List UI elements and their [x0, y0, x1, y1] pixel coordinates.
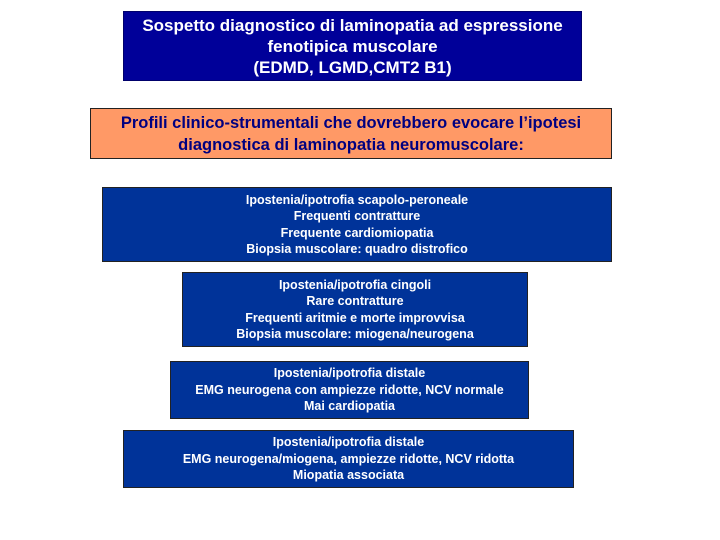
profile-box-scapuloperoneal: [102, 187, 612, 262]
title-line: fenotipica muscolare: [267, 36, 438, 56]
title-line: (EDMD, LGMD,CMT2 B1): [253, 57, 452, 77]
profile-line: EMG neurogena con ampiezze ridotte, NCV normale: [195, 382, 504, 397]
profile-line: Frequenti contratture: [293, 209, 421, 223]
profile-line: Miopatia associata: [292, 468, 405, 483]
profile-line: EMG neurogena/miogena, ampiezze ridotte, NCV ridotta: [182, 451, 515, 466]
profile-line: Biopsia muscolare: quadro distrofico: [246, 242, 468, 256]
title-box: [123, 11, 582, 81]
profile-line: Ipostenia/ipotrofia cingoli: [278, 277, 432, 292]
profile-line: Ipostenia/ipotrofia distale: [272, 435, 425, 450]
profile-line: Rare contratture: [306, 294, 404, 308]
profile-line: Ipostenia/ipotrofia scapolo-peroneale: [245, 192, 469, 207]
title-line: Sospetto diagnostico di laminopatia ad espressione: [142, 15, 563, 35]
profile-line: Ipostenia/ipotrofia distale: [273, 366, 426, 381]
subtitle-line: Profili clinico-strumentali che dovrebbero evocare l’ipotesi: [120, 113, 582, 132]
profile-line: Frequenti aritmie e morte improvvisa: [245, 310, 465, 325]
profile-line: Biopsia muscolare: miogena/neurogena: [236, 327, 474, 341]
profile-line: Mai cardiopatia: [304, 399, 395, 414]
subtitle-line: diagnostica di laminopatia neuromuscolare:: [178, 135, 524, 154]
profile-box-distal-mixed: [123, 430, 574, 488]
profile-line: Frequente cardiomiopatia: [280, 225, 434, 240]
subtitle-box: [90, 108, 612, 159]
profile-box-distal-neurogenic: [170, 361, 529, 419]
profile-box-limb-girdle: [182, 272, 528, 347]
